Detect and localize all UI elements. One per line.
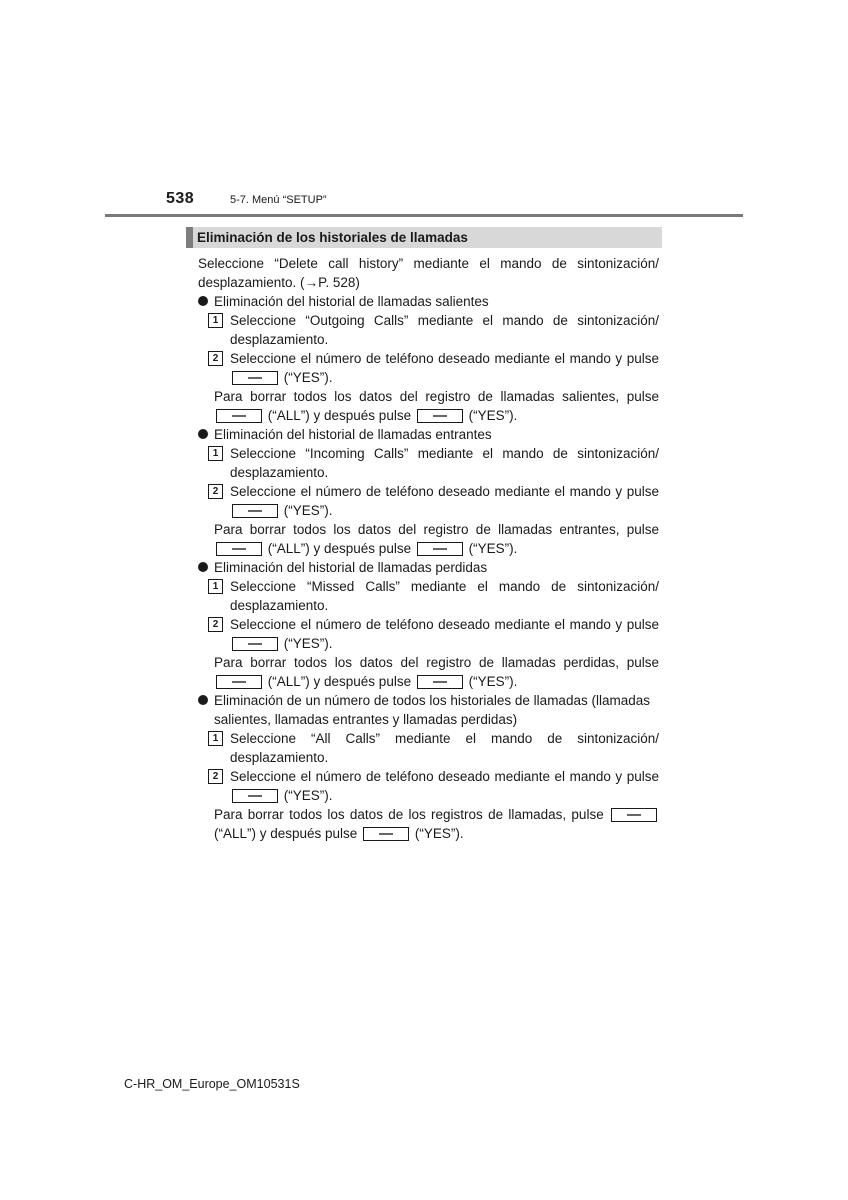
button-icon <box>232 789 278 803</box>
button-icon <box>216 542 262 556</box>
item-title: Eliminación del historial de llamadas entrantes <box>214 427 492 442</box>
list-item <box>198 425 659 558</box>
note-text-suffix: (“YES”). <box>468 541 518 556</box>
list-item <box>198 558 659 691</box>
intro-text: Seleccione “Delete call history” mediante el mando de sintonización/ desplazamiento. ( <box>198 256 659 290</box>
section-heading: Eliminación de los historiales de llamadas <box>186 227 662 248</box>
step-number: 1 <box>208 731 223 746</box>
step-text-suffix: (“YES”). <box>283 788 333 803</box>
step-number: 2 <box>208 484 223 499</box>
step-number: 2 <box>208 617 223 632</box>
item-title: Eliminación del historial de llamadas perdidas <box>214 560 488 575</box>
button-icon <box>232 637 278 651</box>
button-icon <box>232 504 278 518</box>
list-item <box>198 691 659 843</box>
step-text: Seleccione “Incoming Calls” mediante el mando de sintonización/ desplazamiento. <box>230 446 659 480</box>
note-text-mid: (“ALL”) y después pulse <box>267 541 412 556</box>
button-icon <box>417 409 463 423</box>
step-text-suffix: (“YES”). <box>283 370 333 385</box>
step-text: Seleccione el número de teléfono deseado mediante el mando y pulse <box>230 484 659 499</box>
note-text-mid: (“ALL”) y después pulse <box>214 826 358 841</box>
button-icon <box>216 675 262 689</box>
arrow-icon: → <box>304 275 319 290</box>
page-reference: P. 528) <box>318 275 360 290</box>
note-text-mid: (“ALL”) y después pulse <box>267 674 412 689</box>
step-number: 1 <box>208 579 223 594</box>
list-item <box>198 292 659 425</box>
step-number: 2 <box>208 351 223 366</box>
note-text: Para borrar todos los datos del registro de llamadas entrantes, pulse <box>214 522 659 537</box>
bullet-icon <box>198 562 208 572</box>
note-text-suffix: (“YES”). <box>468 408 518 423</box>
step-text: Seleccione “All Calls” mediante el mando de sintonización/ desplazamiento. <box>230 731 659 765</box>
step-number: 2 <box>208 769 223 784</box>
button-icon <box>232 371 278 385</box>
item-title: Eliminación de un número de todos los historiales de llamadas (llamadas salientes, llamadas entrantes y llamadas perdidas) <box>214 693 650 727</box>
button-icon <box>417 675 463 689</box>
intro-paragraph <box>198 254 659 292</box>
document-code: C-HR_OM_Europe_OM10531S <box>124 1077 300 1091</box>
note-text: Para borrar todos los datos del registro de llamadas perdidas, pulse <box>214 655 659 670</box>
step-text: Seleccione “Missed Calls” mediante el mando de sintonización/ desplazamiento. <box>230 579 659 613</box>
button-icon <box>611 808 657 822</box>
step-text: Seleccione el número de teléfono deseado mediante el mando y pulse <box>230 769 659 784</box>
bullet-icon <box>198 429 208 439</box>
note-text: Para borrar todos los datos del registro de llamadas salientes, pulse <box>214 389 659 404</box>
button-icon <box>216 409 262 423</box>
page-number: 538 <box>166 190 195 207</box>
section-content <box>198 254 659 843</box>
note-text-suffix: (“YES”). <box>468 674 518 689</box>
step-text: Seleccione el número de teléfono deseado mediante el mando y pulse <box>230 617 659 632</box>
step-text: Seleccione “Outgoing Calls” mediante el mando de sintonización/ desplazamiento. <box>230 313 659 347</box>
step-text: Seleccione el número de teléfono deseado mediante el mando y pulse <box>230 351 659 366</box>
step-number: 1 <box>208 446 223 461</box>
step-number: 1 <box>208 313 223 328</box>
chapter-title: 5-7. Menú “SETUP” <box>230 194 327 206</box>
button-icon <box>417 542 463 556</box>
bullet-icon <box>198 296 208 306</box>
note-text: Para borrar todos los datos de los registros de llamadas, pulse <box>214 807 604 822</box>
item-title: Eliminación del historial de llamadas salientes <box>214 294 489 309</box>
note-text-mid: (“ALL”) y después pulse <box>267 408 412 423</box>
step-text-suffix: (“YES”). <box>283 636 333 651</box>
header-rule <box>105 214 743 217</box>
note-text-suffix: (“YES”). <box>414 826 464 841</box>
bullet-icon <box>198 695 208 705</box>
button-icon <box>363 827 409 841</box>
step-text-suffix: (“YES”). <box>283 503 333 518</box>
